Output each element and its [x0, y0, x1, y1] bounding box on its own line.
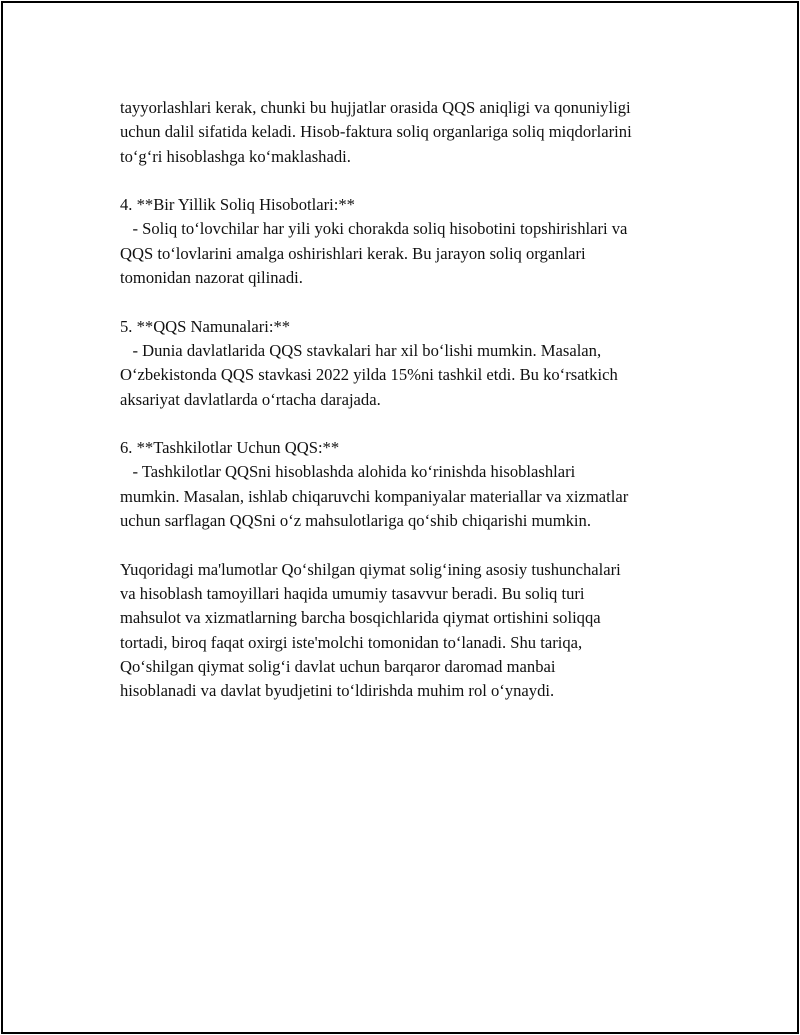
text-line: tomonidan nazorat qilinadi. — [120, 268, 303, 288]
text-line: uchun sarflagan QQSni o‘z mahsulotlariga qo‘shib chiqarishi mumkin. — [120, 511, 591, 531]
text-line: mahsulot va xizmatlarning barcha bosqichlarida qiymat ortishini soliqqa — [120, 608, 601, 628]
text-line: - Tashkilotlar QQSni hisoblashda alohida ko‘rinishda hisoblashlari — [120, 462, 576, 482]
section-heading: 5. **QQS Namunalari:** — [120, 316, 291, 336]
text-line: uchun dalil sifatida keladi. Hisob-faktura soliq organlariga soliq miqdorlarini — [120, 122, 632, 142]
text-line: Yuqoridagi ma'lumotlar Qo‘shilgan qiymat solig‘ining asosiy tushunchalari — [120, 559, 621, 579]
section-vat-examples — [120, 315, 700, 412]
text-line: va hisoblash tamoyillari haqida umumiy tasavvur beradi. Bu soliq turi — [120, 583, 585, 603]
text-line: tortadi, biroq faqat oxirgi iste'molchi tomonidan to‘lanadi. Shu tariqa, — [120, 632, 583, 652]
text-line: - Dunia davlatlarida QQS stavkalari har xil bo‘lishi mumkin. Masalan, — [120, 340, 602, 360]
text-line: Qo‘shilgan qiymat solig‘i davlat uchun barqaror daromad manbai — [120, 656, 556, 676]
text-line: to‘g‘ri hisoblashga ko‘maklashadi. — [120, 146, 351, 166]
paragraph-invoice-continuation — [120, 96, 700, 169]
section-vat-for-organizations — [120, 436, 700, 533]
text-line: hisoblanadi va davlat byudjetini to‘ldirishda muhim rol o‘ynaydi. — [120, 681, 555, 701]
section-heading: 4. **Bir Yillik Soliq Hisobotlari:** — [120, 195, 355, 215]
text-line: mumkin. Masalan, ishlab chiqaruvchi kompaniyalar materiallar va xizmatlar — [120, 486, 629, 506]
text-line: O‘zbekistonda QQS stavkasi 2022 yilda 15%ni tashkil etdi. Bu ko‘rsatkich — [120, 365, 618, 385]
paragraph-conclusion — [120, 558, 700, 704]
text-line: aksariyat davlatlarda o‘rtacha darajada. — [120, 389, 381, 409]
section-heading: 6. **Tashkilotlar Uchun QQS:** — [120, 438, 340, 458]
text-line: - Soliq to‘lovchilar har yili yoki chorakda soliq hisobotini topshirishlari va — [120, 219, 628, 239]
text-line: tayyorlashlari kerak, chunki bu hujjatlar orasida QQS aniqligi va qonuniyligi — [120, 98, 631, 117]
document-page — [1, 1, 799, 1034]
document-body — [120, 96, 700, 728]
section-annual-tax-reports — [120, 193, 700, 290]
text-line: QQS to‘lovlarini amalga oshirishlari kerak. Bu jarayon soliq organlari — [120, 243, 586, 263]
